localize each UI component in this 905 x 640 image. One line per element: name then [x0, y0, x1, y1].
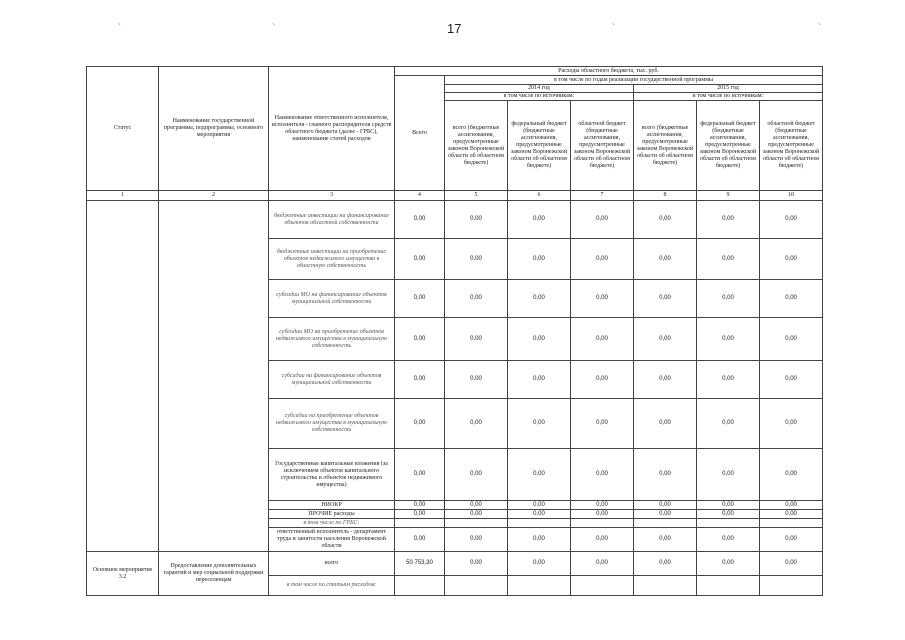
value-cell — [697, 576, 760, 596]
header-program: Наименование государственной программы, подпрограммы, основного мероприятия — [159, 67, 269, 191]
value-cell: 0,00 — [445, 239, 508, 280]
value-cell: 0,00 — [760, 201, 823, 239]
value-cell: 0,00 — [697, 239, 760, 280]
status-cell: Основное мероприятие 3.2 — [87, 552, 159, 596]
column-number-row — [87, 191, 823, 201]
value-cell: 0,00 — [571, 528, 634, 552]
value-cell: 0,00 — [508, 239, 571, 280]
value-cell: 0,00 — [571, 280, 634, 318]
value-cell: 0,00 — [571, 552, 634, 576]
value-cell: 0,00 — [395, 449, 445, 501]
column-number: 4 — [395, 191, 445, 201]
value-cell: 0,00 — [760, 552, 823, 576]
value-cell: 0,00 — [395, 318, 445, 361]
value-cell: 0,00 — [445, 528, 508, 552]
expense-item-name: субсидии МО на приобретение объектов недвижимого имущества в муниципальную собственность — [269, 318, 395, 361]
column-number: 10 — [760, 191, 823, 201]
value-cell: 0,00 — [395, 201, 445, 239]
value-cell: 0,00 — [445, 552, 508, 576]
expense-item-name: в том числе по ГРБС: — [269, 519, 395, 528]
expense-item-name: в том числе по статьям расходов: — [269, 576, 395, 596]
value-cell: 0,00 — [697, 501, 760, 510]
value-cell: 0,00 — [445, 201, 508, 239]
value-cell — [760, 576, 823, 596]
header-col9: федеральный бюджет (бюджетные ассигнования, предусмотренные законом Воронежской области об областном бюджете) — [697, 101, 760, 191]
value-cell: 0,00 — [571, 361, 634, 399]
value-cell: 0,00 — [697, 449, 760, 501]
value-cell: 0,00 — [697, 361, 760, 399]
value-cell: 0,00 — [571, 239, 634, 280]
expense-item-name: бюджетные инвестиции на финансирование объектов областной собственности — [269, 201, 395, 239]
value-cell: 0,00 — [508, 528, 571, 552]
value-cell — [634, 576, 697, 596]
value-cell: 0,00 — [760, 399, 823, 449]
value-cell: 0,00 — [697, 528, 760, 552]
value-cell: 50 753,30 — [395, 552, 445, 576]
value-cell: 0,00 — [634, 552, 697, 576]
value-cell: 0,00 — [445, 280, 508, 318]
page-number: 17 — [447, 21, 462, 36]
value-cell: 0,00 — [571, 449, 634, 501]
value-cell — [395, 519, 445, 528]
header-sources-2015: в том числе по источникам: — [634, 93, 823, 101]
value-cell: 0,00 — [508, 510, 571, 519]
header-sources-2014: в том числе по источникам: — [445, 93, 634, 101]
value-cell — [445, 576, 508, 596]
value-cell: 0,00 — [571, 510, 634, 519]
value-cell: 0,00 — [395, 510, 445, 519]
value-cell: 0,00 — [634, 318, 697, 361]
expense-item-name: субсидии на финансирование объектов муниципальной собственности — [269, 361, 395, 399]
status-cell — [87, 201, 159, 552]
value-cell: 0,00 — [634, 361, 697, 399]
header-year-2015: 2015 год — [634, 85, 823, 93]
value-cell — [760, 519, 823, 528]
value-cell: 0,00 — [571, 318, 634, 361]
column-number: 2 — [159, 191, 269, 201]
column-number: 1 — [87, 191, 159, 201]
value-cell: 0,00 — [395, 361, 445, 399]
column-number: 9 — [697, 191, 760, 201]
value-cell: 0,00 — [697, 201, 760, 239]
value-cell: 0,00 — [634, 280, 697, 318]
value-cell: 0,00 — [445, 318, 508, 361]
header-col10: областной бюджет (бюджетные ассигнования, предусмотренные законом Воронежской области об областном бюджете) — [760, 101, 823, 191]
value-cell: 0,00 — [697, 510, 760, 519]
column-number: 6 — [508, 191, 571, 201]
value-cell — [508, 576, 571, 596]
scan-mark: ` — [612, 22, 615, 32]
value-cell: 0,00 — [508, 552, 571, 576]
value-cell: 0,00 — [760, 361, 823, 399]
header-expenses: Расходы областного бюджета, тыс. руб. — [395, 67, 823, 76]
value-cell: 0,00 — [395, 280, 445, 318]
value-cell: 0,00 — [508, 399, 571, 449]
expense-item-name: НИОКР — [269, 501, 395, 510]
value-cell: 0,00 — [634, 449, 697, 501]
expense-item-name: ПРОЧИЕ расходы — [269, 510, 395, 519]
column-number: 8 — [634, 191, 697, 201]
value-cell: 0,00 — [634, 528, 697, 552]
header-col8: всего (бюджетные ассигнования, предусмотренные законом Воронежской области об областном бюджете) — [634, 101, 697, 191]
budget-table — [86, 66, 823, 596]
value-cell: 0,00 — [395, 501, 445, 510]
column-number: 7 — [571, 191, 634, 201]
expense-item-name: субсидии МО на финансирование объектов муниципальной собственности — [269, 280, 395, 318]
header-col7: областной бюджет (бюджетные ассигнования, предусмотренные законом Воронежской области об областном бюджете) — [571, 101, 634, 191]
value-cell: 0,00 — [697, 552, 760, 576]
value-cell: 0,00 — [571, 201, 634, 239]
scan-mark: ` — [118, 22, 121, 32]
header-status: Статус — [87, 67, 159, 191]
value-cell: 0,00 — [634, 501, 697, 510]
expense-item-name: всего — [269, 552, 395, 576]
value-cell: 0,00 — [508, 318, 571, 361]
value-cell — [697, 519, 760, 528]
value-cell — [634, 519, 697, 528]
value-cell: 0,00 — [508, 501, 571, 510]
scan-mark: ` — [818, 22, 821, 32]
program-cell: Предоставление дополнительных гарантий и мер социальной поддержки переселенцам — [159, 552, 269, 596]
header-year-2014: 2014 год — [445, 85, 634, 93]
header-col5: всего (бюджетные ассигнования, предусмотренные законом Воронежской области об областном бюджете) — [445, 101, 508, 191]
value-cell: 0,00 — [697, 318, 760, 361]
value-cell — [571, 576, 634, 596]
value-cell — [445, 519, 508, 528]
value-cell: 0,00 — [571, 399, 634, 449]
value-cell: 0,00 — [634, 399, 697, 449]
value-cell: 0,00 — [760, 510, 823, 519]
expense-item-name: субсидии на приобретение объектов недвижимого имущества в муниципальную собственность — [269, 399, 395, 449]
value-cell: 0,00 — [760, 449, 823, 501]
value-cell: 0,00 — [760, 318, 823, 361]
value-cell: 0,00 — [445, 501, 508, 510]
value-cell: 0,00 — [445, 361, 508, 399]
table-row — [87, 201, 823, 239]
value-cell: 0,00 — [445, 399, 508, 449]
scan-mark: ` — [272, 22, 275, 32]
program-cell — [159, 201, 269, 552]
value-cell: 0,00 — [508, 449, 571, 501]
value-cell: 0,00 — [634, 201, 697, 239]
column-number: 5 — [445, 191, 508, 201]
value-cell: 0,00 — [634, 239, 697, 280]
value-cell: 0,00 — [395, 528, 445, 552]
expense-item-name: ответственный исполнитель - департамент труда и занятости населения Воронежской области — [269, 528, 395, 552]
value-cell: 0,00 — [697, 399, 760, 449]
expense-item-name: бюджетные инвестиции на приобретение объектов недвижимого имущества в областную собственность — [269, 239, 395, 280]
value-cell — [508, 519, 571, 528]
value-cell: 0,00 — [445, 510, 508, 519]
table-row — [87, 552, 823, 576]
header-by-years: в том числе по годам реализации государственной программы — [445, 76, 823, 85]
value-cell — [571, 519, 634, 528]
value-cell: 0,00 — [395, 399, 445, 449]
value-cell: 0,00 — [395, 239, 445, 280]
header-total: Всего — [395, 76, 445, 191]
expense-item-name: Государственные капитальные вложения (за исключением объектов капитального строительства и объектов недвижимого имущества) — [269, 449, 395, 501]
value-cell: 0,00 — [760, 501, 823, 510]
value-cell: 0,00 — [760, 528, 823, 552]
value-cell: 0,00 — [508, 361, 571, 399]
value-cell: 0,00 — [760, 280, 823, 318]
header-executor: Наименование ответственного исполнителя, исполнителя - главного распорядителя средств областного бюджета (далее - ГРБС), наименование статей расходов — [269, 67, 395, 191]
header-col6: федеральный бюджет (бюджетные ассигнования, предусмотренные законом Воронежской области об областном бюджете) — [508, 101, 571, 191]
column-number: 3 — [269, 191, 395, 201]
value-cell: 0,00 — [508, 280, 571, 318]
value-cell: 0,00 — [697, 280, 760, 318]
value-cell: 0,00 — [760, 239, 823, 280]
value-cell: 0,00 — [571, 501, 634, 510]
value-cell: 0,00 — [508, 201, 571, 239]
value-cell: 0,00 — [445, 449, 508, 501]
value-cell: 0,00 — [634, 510, 697, 519]
value-cell — [395, 576, 445, 596]
